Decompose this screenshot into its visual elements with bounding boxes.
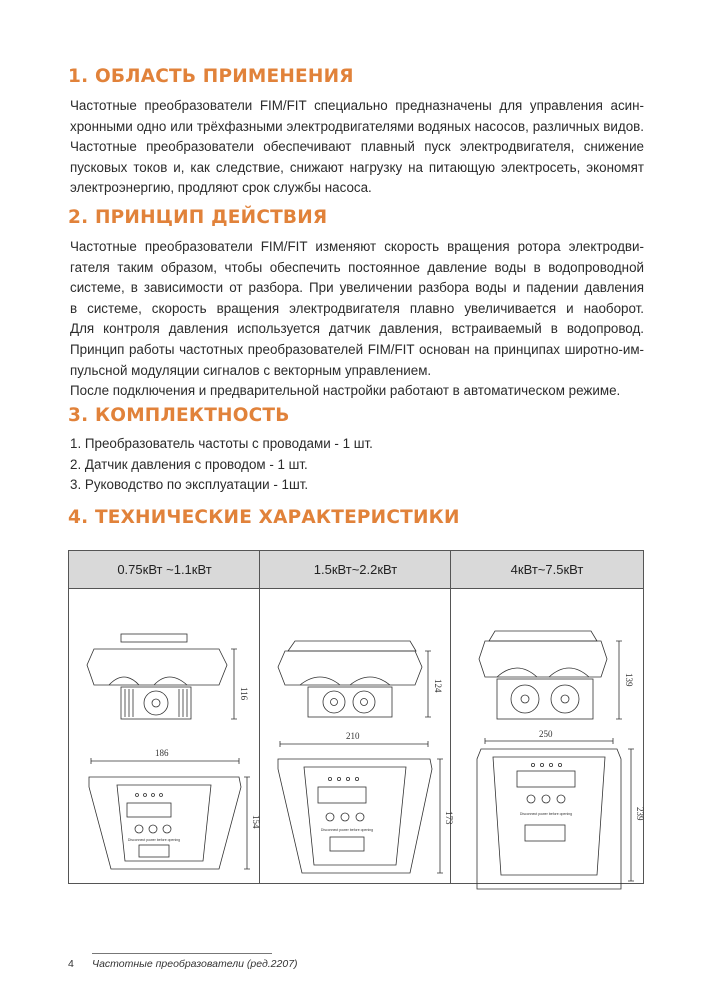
text-line: Принцип работы частотных преобразователей FIM/FIT основан на принципах широтно-им- bbox=[70, 341, 644, 357]
section-text-application bbox=[70, 96, 644, 199]
housing-top bbox=[87, 649, 227, 685]
inverter-drawing-small bbox=[69, 589, 259, 883]
dimension-label: 186 bbox=[155, 748, 169, 758]
indicator-led bbox=[558, 763, 561, 766]
heatsink bbox=[308, 687, 392, 717]
drawing-cell-small bbox=[69, 589, 259, 883]
section-text-principle bbox=[70, 237, 644, 402]
contents-list bbox=[70, 434, 644, 496]
label-plate bbox=[330, 837, 364, 851]
fan-icon bbox=[353, 691, 375, 713]
dimension-label: 116 bbox=[239, 687, 249, 701]
front-panel bbox=[117, 785, 211, 861]
fan-hub bbox=[331, 699, 338, 706]
control-button-icon bbox=[135, 825, 143, 833]
housing-bulges bbox=[497, 668, 589, 677]
text-line: пусковых токов и, как следствие, снижают нагрузку на питающую электросеть, экономят bbox=[70, 159, 644, 175]
inverter-drawing-large bbox=[451, 589, 643, 883]
dimension-label: 210 bbox=[346, 731, 360, 741]
table-header-cell: 0.75кВт ~1.1кВт bbox=[117, 562, 212, 577]
display-icon bbox=[127, 803, 171, 817]
housing-bulges bbox=[300, 677, 390, 685]
dimension-label: 124 bbox=[433, 679, 443, 693]
indicator-led bbox=[549, 763, 552, 766]
display-icon bbox=[517, 771, 575, 787]
top-cover bbox=[288, 641, 416, 651]
section-title-application: 1. ОБЛАСТЬ ПРИМЕНЕНИЯ bbox=[68, 66, 354, 87]
label-plate bbox=[525, 825, 565, 841]
control-button-icon bbox=[163, 825, 171, 833]
top-cover bbox=[121, 634, 187, 642]
text-line: пульсной модуляции сигналов с векторным управлением. bbox=[70, 362, 432, 378]
dimension-line bbox=[244, 777, 250, 869]
section-title-principle: 2. ПРИНЦИП ДЕЙСТВИЯ bbox=[68, 207, 328, 228]
indicator-led bbox=[337, 777, 340, 780]
dimension-line bbox=[628, 749, 634, 881]
list-item: 2. Датчик давления с проводом - 1 шт. bbox=[70, 456, 308, 472]
drawing-cell-large bbox=[451, 589, 643, 883]
control-button-icon bbox=[326, 813, 334, 821]
text-line: в системе, скорость вращения электродвигателя плавно увеличивается и наоборот. bbox=[70, 300, 644, 316]
housing-top bbox=[479, 641, 607, 677]
indicator-led bbox=[160, 794, 163, 797]
dimension-label: 173 bbox=[444, 811, 454, 825]
front-housing bbox=[477, 749, 621, 889]
front-housing bbox=[278, 759, 432, 873]
warning-label: Disconnect power before opening bbox=[519, 812, 573, 816]
table-header-cell: 4кВт~7.5кВт bbox=[510, 562, 584, 577]
dimension-line bbox=[280, 741, 428, 747]
text-line: Частотные преобразователи FIM/FIT специально предназначены для управления асин- bbox=[70, 98, 644, 113]
front-housing bbox=[89, 777, 241, 869]
text-line: гателя таким образом, чтобы обеспечить постоянное давление воды в водопроводной bbox=[70, 259, 644, 275]
heatsink bbox=[121, 687, 191, 719]
fan-hub bbox=[152, 699, 160, 707]
dimension-label: 239 bbox=[635, 807, 645, 821]
text-line: Частотные преобразователи обеспечивают плавный пуск электродвигателя, снижение bbox=[70, 139, 644, 155]
front-panel bbox=[493, 757, 605, 875]
fan-icon bbox=[511, 685, 539, 713]
front-panel bbox=[304, 767, 406, 865]
dimension-label: 139 bbox=[624, 673, 634, 687]
dimension-line bbox=[425, 651, 431, 717]
section-title-contents: 3. КОМПЛЕКТНОСТЬ bbox=[68, 405, 290, 426]
fan-icon bbox=[551, 685, 579, 713]
dimension-label: 250 bbox=[539, 729, 553, 739]
indicator-led bbox=[540, 763, 543, 766]
housing-bulges bbox=[109, 677, 187, 685]
table-header-cell: 1.5кВт~2.2кВт bbox=[313, 562, 398, 577]
specs-table bbox=[68, 550, 644, 884]
top-cover bbox=[489, 631, 597, 641]
dimension-line bbox=[437, 759, 443, 873]
display-icon bbox=[318, 787, 366, 803]
fan-hub bbox=[561, 695, 569, 703]
page-number: 4 bbox=[68, 958, 74, 970]
fan-icon bbox=[323, 691, 345, 713]
text-line: Для контроля давления используется датчик давления, встраиваемый в водопровод. bbox=[70, 321, 644, 337]
indicator-led bbox=[144, 794, 147, 797]
indicator-led bbox=[346, 777, 349, 780]
heatsink-fins bbox=[125, 689, 187, 717]
text-line: После подключения и предварительной настройки работают в автоматическом режиме. bbox=[70, 383, 621, 399]
indicator-led bbox=[152, 794, 155, 797]
fan-hub bbox=[361, 699, 368, 706]
text-line: системе, в зависимости от разбора. При увеличении разбора воды и падении давления bbox=[70, 280, 644, 296]
inverter-drawing-medium bbox=[260, 589, 454, 883]
control-button-icon bbox=[149, 825, 157, 833]
section-title-specs: 4. ТЕХНИЧЕСКИЕ ХАРАКТЕРИСТИКИ bbox=[68, 507, 460, 528]
indicator-led bbox=[328, 777, 331, 780]
label-plate bbox=[139, 845, 169, 857]
text-line: электроэнергию, продляют срок службы насоса. bbox=[70, 180, 372, 196]
control-button-icon bbox=[356, 813, 364, 821]
dimension-line bbox=[91, 758, 239, 764]
footer-divider bbox=[92, 953, 272, 954]
control-button-icon bbox=[527, 795, 535, 803]
dimension-line bbox=[616, 641, 622, 719]
control-button-icon bbox=[341, 813, 349, 821]
drawing-cell-medium bbox=[260, 589, 454, 883]
footer-text: Частотные преобразователи (ред.2207) bbox=[92, 958, 298, 970]
list-item: 1. Преобразователь частоты с проводами - 1 шт. bbox=[70, 436, 373, 451]
warning-label: Disconnect power before opening bbox=[320, 828, 374, 832]
table-header-row bbox=[69, 551, 643, 589]
control-button-icon bbox=[557, 795, 565, 803]
housing-top bbox=[278, 651, 422, 685]
indicator-led bbox=[531, 763, 534, 766]
indicator-led bbox=[355, 777, 358, 780]
dimension-line bbox=[231, 649, 237, 719]
dimension-label: 154 bbox=[251, 815, 261, 829]
fan-icon bbox=[144, 691, 168, 715]
fan-hub bbox=[521, 695, 529, 703]
indicator-led bbox=[136, 794, 139, 797]
warning-label: Disconnect power before opening bbox=[127, 838, 181, 842]
list-item: 3. Руководство по эксплуатации - 1шт. bbox=[70, 477, 309, 493]
control-button-icon bbox=[542, 795, 550, 803]
text-line: хронными одно или трёхфазными электродвигателями водяных насосов, различных видов. bbox=[70, 118, 644, 134]
text-line: Частотные преобразователи FIM/FIT изменяют скорость вращения ротора электродви- bbox=[70, 239, 644, 254]
